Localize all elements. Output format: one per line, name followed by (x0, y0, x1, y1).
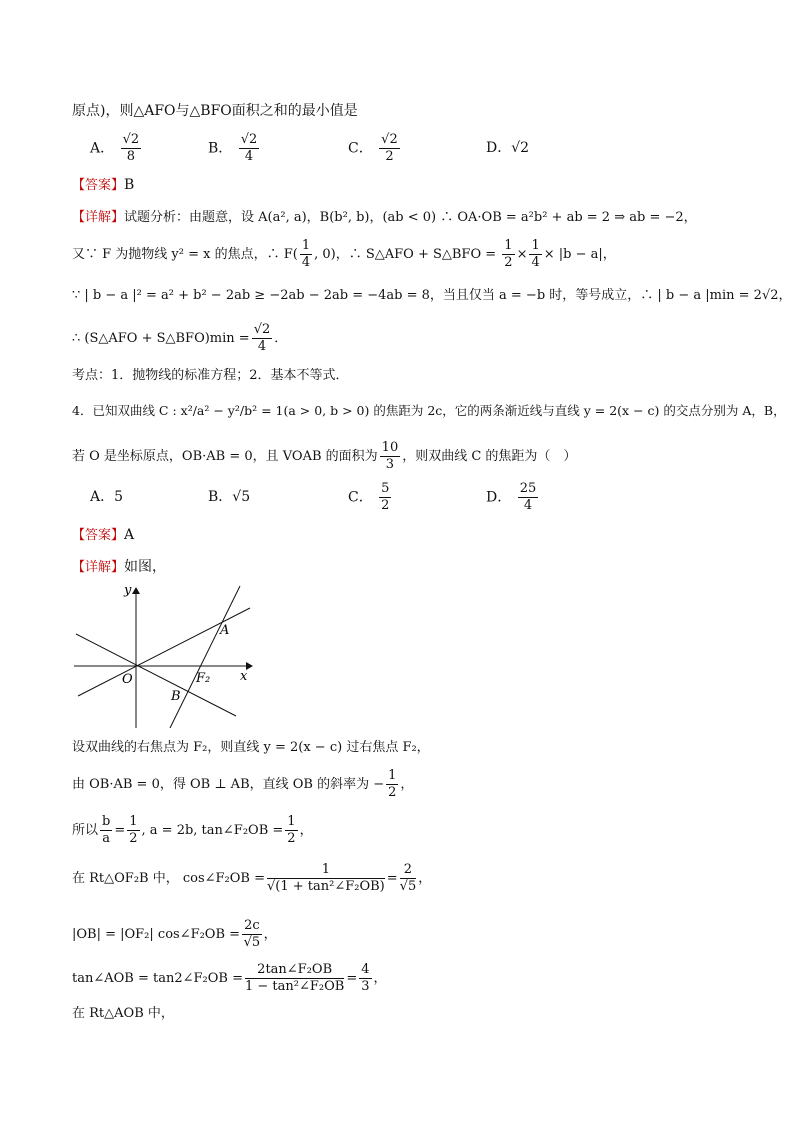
label-b: B (171, 689, 181, 704)
q4-detail-intro: 【详解】如图， (72, 559, 167, 575)
hyperbola-figure (70, 582, 260, 730)
line-y-2x-c (170, 586, 240, 728)
label-a: A (220, 623, 230, 638)
q3-stem-tail: 原点)，则△AFO与△BFO面积之和的最小值是 (72, 103, 358, 119)
label-y: y (124, 583, 132, 598)
q4-option-a: A．5 (90, 489, 124, 505)
q3-detail-3: ∵ | b − a |² = a² + b² − 2ab ≥ −2ab − 2ab = −4ab = 8，当且仅当 a = −b 时，等号成立，∴ | b − a |min = 2√2， (72, 288, 792, 303)
q3-option-d: D．√2 (486, 140, 530, 156)
q3-detail-2: 又∵ F 为抛物线 y² = x 的焦点，∴ F( $\frac{1}{4}$ , 0)，∴ S△AFO + S△BFO = $\frac{1}{2}$ × $\frac{1}{4}$ × |b − a|， (72, 238, 616, 270)
q4-step-4: 在 Rt△OF₂B 中， cos∠F₂OB = $\frac{1}{\text{√(1 + tan²∠F₂OB)}}$ = $\frac{2}{√5}$ ， (72, 862, 432, 894)
q4-option-c: C． $\frac{5}{2}$ (348, 481, 390, 513)
q4-option-d: D． $\frac{25}{4}$ (486, 481, 537, 513)
q3-detail-1: 【详解】试题分析：由题意，设 A(a², a)，B(b², b)，(ab < 0) ∴ OA·OB = a²b² + ab = 2 ⇒ ab = −2， (72, 210, 697, 225)
q3-option-c: C． $\frac{√2}{2}$ (348, 132, 398, 164)
asymptote-negative (76, 634, 236, 716)
asymptote-positive (78, 608, 250, 696)
label-x: x (240, 669, 248, 684)
q3-option-b: B． $\frac{√2}{4}$ (208, 132, 258, 164)
q3-detail-4: ∴ (S△AFO + S△BFO)min = $\frac{√2}{4}$ ． (72, 322, 288, 354)
q4-step-1: 设双曲线的右焦点为 F₂，则直线 y = 2(x − c) 过右焦点 F₂， (72, 740, 430, 755)
q4-stem-1: 4．已知双曲线 C : x²/a² − y²/b² = 1(a > 0, b > 0) 的焦距为 2c，它的两条渐近线与直线 y = 2(x − c) 的交点分别为 A，B， (72, 403, 786, 418)
q3-option-a: A． $\frac{√2}{8}$ (90, 132, 140, 164)
q4-step-6: tan∠AOB = tan2∠F₂OB = $\frac{\text{2tan∠F₂OB}}{\text{1 − tan²∠F₂OB}}$ = $\frac{4}{3}$ ， (72, 962, 387, 994)
q4-step-3: 所以 $\frac{b}{a}$ = $\frac{1}{2}$ , a = 2b, tan∠F₂OB = $\frac{1}{2}$ ， (72, 814, 313, 846)
q4-option-b: B．√5 (208, 489, 251, 505)
q3-kaodian: 考点：1．抛物线的标准方程；2．基本不等式． (72, 368, 349, 383)
q4-stem-2: 若 O 是坐标原点，OB·AB = 0，且 VOAB 的面积为 $\frac{10}{3}$ ，则双曲线 C 的焦距为（ ） (72, 440, 577, 472)
q4-answer: 【答案】A (72, 527, 135, 543)
label-f2: F₂ (196, 671, 211, 686)
q4-step-2: 由 OB·AB = 0，得 OB ⊥ AB，直线 OB 的斜率为 − $\frac{1}{2}$ ， (72, 768, 414, 800)
q3-answer: 【答案】B (72, 177, 135, 193)
q4-step-7: 在 Rt△AOB 中， (72, 1006, 174, 1021)
q4-step-5: |OB| = |OF₂| cos∠F₂OB = $\frac{2c}{√5}$ ， (72, 918, 277, 950)
label-origin: O (122, 672, 133, 687)
